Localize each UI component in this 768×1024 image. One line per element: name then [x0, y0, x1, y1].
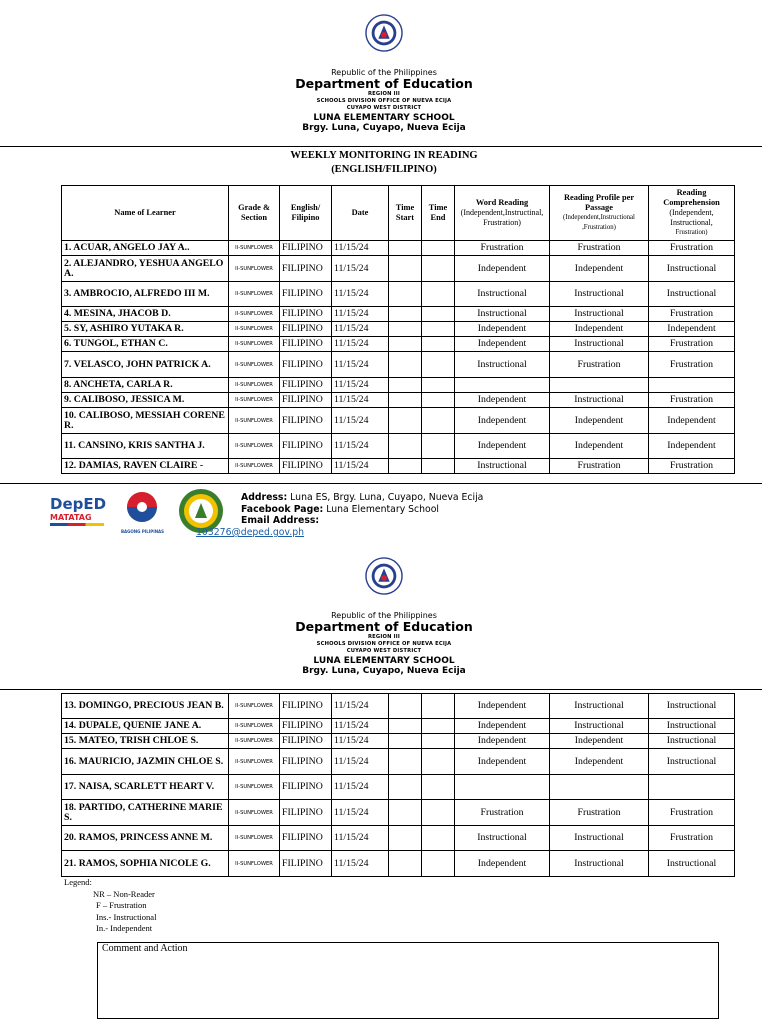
- cell-time-end: [422, 719, 455, 734]
- doc-title-line1: WEEKLY MONITORING IN READING: [290, 150, 478, 161]
- table-row: [62, 719, 735, 734]
- col-word-reading: [455, 186, 550, 241]
- cell-reading-comprehension: Frustration: [649, 337, 735, 352]
- table-row: [62, 749, 735, 775]
- cell-date: 11/15/24: [332, 775, 389, 800]
- cell-word-reading: Instructional: [455, 459, 550, 474]
- bagong-pilipinas-text: BAGONG PILIPINAS: [120, 529, 165, 534]
- cell-word-reading: Independent: [455, 719, 550, 734]
- cell-grade-section: II-SUNFLOWER: [229, 256, 280, 282]
- header-department: Department of Education: [295, 76, 473, 91]
- footer-address-value: Luna ES, Brgy. Luna, Cuyapo, Nueva Ecija: [290, 492, 484, 503]
- cell-language: FILIPINO: [280, 408, 332, 434]
- deped-seal-icon: [365, 14, 403, 52]
- cell-learner-name: 21. RAMOS, SOPHIA NICOLE G.: [62, 851, 229, 877]
- col-profile: [550, 186, 649, 241]
- table-row: [62, 459, 735, 474]
- deped-seal-icon-page2: [365, 557, 403, 595]
- table-row: [62, 378, 735, 393]
- header-region: REGION III: [367, 91, 401, 97]
- cell-reading-comprehension: Instructional: [649, 256, 735, 282]
- table-row: [62, 282, 735, 307]
- footer-email-label: Email Address:: [241, 515, 320, 526]
- cell-time-end: [422, 256, 455, 282]
- cell-grade-section: II-SUNFLOWER: [229, 459, 280, 474]
- cell-reading-comprehension: Independent: [649, 322, 735, 337]
- cell-time-start: [389, 434, 422, 459]
- cell-time-start: [389, 282, 422, 307]
- cell-reading-profile: Frustration: [550, 800, 649, 826]
- header2-department: Department of Education: [295, 619, 473, 634]
- doc-title-line2: (ENGLISH/FILIPINO): [331, 164, 437, 175]
- deped-matatag-logo: [50, 495, 106, 531]
- cell-reading-comprehension: Independent: [649, 434, 735, 459]
- cell-reading-profile: Instructional: [550, 719, 649, 734]
- cell-word-reading: Independent: [455, 734, 550, 749]
- header-republic: Republic of the Philippines: [331, 68, 437, 77]
- col-time-end: Time End: [422, 186, 455, 241]
- cell-grade-section: II-SUNFLOWER: [229, 282, 280, 307]
- cell-date: 11/15/24: [332, 241, 389, 256]
- cell-time-start: [389, 694, 422, 719]
- table-row: [62, 826, 735, 851]
- header2-district: CUYAPO WEST DISTRICT: [346, 648, 422, 654]
- comment-box[interactable]: [97, 942, 719, 1019]
- cell-reading-comprehension: [649, 775, 735, 800]
- col-comprehension-label: Reading Comprehension: [663, 188, 720, 207]
- cell-reading-comprehension: Frustration: [649, 459, 735, 474]
- cell-time-start: [389, 719, 422, 734]
- cell-reading-profile: [550, 378, 649, 393]
- table-row: [62, 694, 735, 719]
- cell-time-start: [389, 393, 422, 408]
- cell-reading-profile: [550, 775, 649, 800]
- cell-reading-profile: Frustration: [550, 352, 649, 378]
- col-time-start: Time Start: [389, 186, 422, 241]
- cell-reading-profile: Independent: [550, 749, 649, 775]
- cell-word-reading: Instructional: [455, 352, 550, 378]
- cell-learner-name: 11. CANSINO, KRIS SANTHA J.: [62, 434, 229, 459]
- header-division: SCHOOLS DIVISION OFFICE OF NUEVA ECIJA: [316, 98, 452, 104]
- cell-learner-name: 15. MATEO, TRISH CHLOE S.: [62, 734, 229, 749]
- cell-grade-section: II-SUNFLOWER: [229, 800, 280, 826]
- cell-reading-comprehension: Frustration: [649, 307, 735, 322]
- cell-learner-name: 8. ANCHETA, CARLA R.: [62, 378, 229, 393]
- matatag-stripe: [50, 523, 104, 526]
- cell-time-end: [422, 434, 455, 459]
- footer-address-label: Address:: [241, 492, 288, 503]
- table-row: [62, 851, 735, 877]
- cell-language: FILIPINO: [280, 851, 332, 877]
- cell-time-end: [422, 241, 455, 256]
- table-row: [62, 352, 735, 378]
- cell-reading-profile: Instructional: [550, 282, 649, 307]
- table-row: [62, 775, 735, 800]
- cell-grade-section: II-SUNFLOWER: [229, 719, 280, 734]
- cell-time-end: [422, 307, 455, 322]
- cell-learner-name: 16. MAURICIO, JAZMIN CHLOE S.: [62, 749, 229, 775]
- cell-date: 11/15/24: [332, 282, 389, 307]
- cell-learner-name: 13. DOMINGO, PRECIOUS JEAN B.: [62, 694, 229, 719]
- bagong-pilipinas-logo: [115, 490, 170, 532]
- cell-reading-profile: Instructional: [550, 851, 649, 877]
- table-header-row: [62, 186, 735, 241]
- cell-reading-comprehension: Instructional: [649, 694, 735, 719]
- cell-language: FILIPINO: [280, 749, 332, 775]
- cell-date: 11/15/24: [332, 337, 389, 352]
- header-school: LUNA ELEMENTARY SCHOOL: [313, 113, 455, 123]
- cell-date: 11/15/24: [332, 719, 389, 734]
- cell-time-start: [389, 408, 422, 434]
- cell-language: FILIPINO: [280, 800, 332, 826]
- cell-word-reading: Independent: [455, 337, 550, 352]
- cell-word-reading: Independent: [455, 694, 550, 719]
- cell-language: FILIPINO: [280, 256, 332, 282]
- cell-time-end: [422, 851, 455, 877]
- cell-word-reading: Independent: [455, 256, 550, 282]
- cell-grade-section: II-SUNFLOWER: [229, 322, 280, 337]
- header2-region: REGION III: [367, 634, 401, 640]
- cell-time-end: [422, 826, 455, 851]
- legend-item-ins: Ins.- Instructional: [96, 911, 157, 922]
- legend-title: Legend:: [64, 877, 92, 887]
- cell-time-start: [389, 775, 422, 800]
- cell-grade-section: II-SUNFLOWER: [229, 393, 280, 408]
- cell-word-reading: Instructional: [455, 826, 550, 851]
- table-row: [62, 322, 735, 337]
- cell-language: FILIPINO: [280, 378, 332, 393]
- col-comprehension: [649, 186, 735, 241]
- cell-reading-profile: Independent: [550, 322, 649, 337]
- cell-time-start: [389, 826, 422, 851]
- cell-time-end: [422, 408, 455, 434]
- cell-learner-name: 7. VELASCO, JOHN PATRICK A.: [62, 352, 229, 378]
- cell-time-start: [389, 352, 422, 378]
- cell-language: FILIPINO: [280, 734, 332, 749]
- header-address: Brgy. Luna, Cuyapo, Nueva Ecija: [302, 123, 466, 133]
- cell-grade-section: II-SUNFLOWER: [229, 694, 280, 719]
- cell-date: 11/15/24: [332, 378, 389, 393]
- table-row: [62, 241, 735, 256]
- cell-grade-section: II-SUNFLOWER: [229, 378, 280, 393]
- page1-footer-divider: [0, 483, 762, 484]
- cell-grade-section: II-SUNFLOWER: [229, 775, 280, 800]
- cell-learner-name: 12. DAMIAS, RAVEN CLAIRE -: [62, 459, 229, 474]
- cell-learner-name: 18. PARTIDO, CATHERINE MARIE S.: [62, 800, 229, 826]
- footer-fb-line: [241, 504, 483, 516]
- cell-reading-profile: Independent: [550, 256, 649, 282]
- cell-word-reading: Instructional: [455, 282, 550, 307]
- cell-date: 11/15/24: [332, 694, 389, 719]
- cell-time-end: [422, 694, 455, 719]
- legend-item-nr: NR – Non-Reader: [93, 888, 155, 899]
- cell-learner-name: 3. AMBROCIO, ALFREDO III M.: [62, 282, 229, 307]
- col-grade: Grade & Section: [229, 186, 280, 241]
- cell-language: FILIPINO: [280, 459, 332, 474]
- cell-reading-profile: Instructional: [550, 307, 649, 322]
- cell-time-end: [422, 322, 455, 337]
- cell-word-reading: Independent: [455, 851, 550, 877]
- cell-learner-name: 10. CALIBOSO, MESSIAH CORENE R.: [62, 408, 229, 434]
- cell-date: 11/15/24: [332, 322, 389, 337]
- cell-word-reading: Frustration: [455, 241, 550, 256]
- legend-item-f: F – Frustration: [96, 900, 147, 910]
- cell-grade-section: II-SUNFLOWER: [229, 851, 280, 877]
- cell-time-end: [422, 749, 455, 775]
- cell-time-start: [389, 851, 422, 877]
- footer-fb-value: Luna Elementary School: [326, 503, 440, 515]
- cell-learner-name: 5. SY, ASHIRO YUTAKA R.: [62, 322, 229, 337]
- cell-date: 11/15/24: [332, 826, 389, 851]
- cell-date: 11/15/24: [332, 734, 389, 749]
- col-date: Date: [332, 186, 389, 241]
- cell-learner-name: 14. DUPALE, QUENIE JANE A.: [62, 719, 229, 734]
- bagong-pilipinas-icon: [115, 490, 170, 524]
- col-word-reading-label: Word Reading: [475, 198, 529, 207]
- cell-reading-profile: Frustration: [550, 241, 649, 256]
- cell-grade-section: II-SUNFLOWER: [229, 826, 280, 851]
- cell-learner-name: 20. RAMOS, PRINCESS ANNE M.: [62, 826, 229, 851]
- cell-time-start: [389, 459, 422, 474]
- cell-time-end: [422, 352, 455, 378]
- cell-reading-comprehension: Frustration: [649, 241, 735, 256]
- cell-reading-profile: Frustration: [550, 459, 649, 474]
- cell-reading-profile: Independent: [550, 734, 649, 749]
- cell-grade-section: II-SUNFLOWER: [229, 734, 280, 749]
- matatag-text: MATATAG: [50, 513, 92, 522]
- table-row: [62, 393, 735, 408]
- footer-contact: [241, 492, 483, 527]
- cell-word-reading: Independent: [455, 322, 550, 337]
- col-comprehension-sub: (Independent, Instructional,: [669, 208, 714, 227]
- cell-language: FILIPINO: [280, 307, 332, 322]
- cell-grade-section: II-SUNFLOWER: [229, 408, 280, 434]
- footer-address-line: [241, 492, 483, 504]
- cell-reading-profile: Instructional: [550, 337, 649, 352]
- table-row: [62, 307, 735, 322]
- cell-learner-name: 4. MESINA, JHACOB D.: [62, 307, 229, 322]
- cell-word-reading: Independent: [455, 434, 550, 459]
- cell-learner-name: 2. ALEJANDRO, YESHUA ANGELO A.: [62, 256, 229, 282]
- col-profile-sub: (Independent,Instructional ,Frustration): [563, 214, 635, 231]
- cell-time-end: [422, 282, 455, 307]
- cell-word-reading: [455, 378, 550, 393]
- cell-language: FILIPINO: [280, 826, 332, 851]
- col-comprehension-sub2: Frustration): [675, 229, 708, 236]
- cell-language: FILIPINO: [280, 282, 332, 307]
- monitoring-table-page1: [61, 185, 735, 474]
- header2-divider: [0, 689, 762, 690]
- cell-time-end: [422, 800, 455, 826]
- header-divider: [0, 146, 762, 147]
- cell-time-end: [422, 734, 455, 749]
- cell-reading-comprehension: Frustration: [649, 393, 735, 408]
- cell-reading-comprehension: Instructional: [649, 734, 735, 749]
- footer-email-link[interactable]: 103276@deped.gov.ph: [196, 527, 305, 538]
- cell-reading-comprehension: Instructional: [649, 749, 735, 775]
- cell-time-end: [422, 459, 455, 474]
- cell-time-end: [422, 337, 455, 352]
- table-row: [62, 800, 735, 826]
- monitoring-table-page2: [61, 693, 735, 877]
- cell-grade-section: II-SUNFLOWER: [229, 241, 280, 256]
- cell-reading-comprehension: Independent: [649, 408, 735, 434]
- cell-date: 11/15/24: [332, 800, 389, 826]
- cell-language: FILIPINO: [280, 719, 332, 734]
- deped-logo-text: DepED: [50, 495, 107, 513]
- cell-word-reading: Independent: [455, 749, 550, 775]
- table-row: [62, 337, 735, 352]
- cell-word-reading: Independent: [455, 408, 550, 434]
- cell-learner-name: 6. TUNGOL, ETHAN C.: [62, 337, 229, 352]
- col-word-reading-sub: (Independent,Instructinal, Frustration): [460, 208, 544, 227]
- cell-time-start: [389, 800, 422, 826]
- cell-learner-name: 1. ACUAR, ANGELO JAY A..: [62, 241, 229, 256]
- cell-date: 11/15/24: [332, 434, 389, 459]
- col-name: Name of Learner: [62, 186, 229, 241]
- cell-time-start: [389, 256, 422, 282]
- footer-email-line: [241, 515, 483, 527]
- cell-reading-comprehension: Frustration: [649, 800, 735, 826]
- cell-grade-section: II-SUNFLOWER: [229, 749, 280, 775]
- cell-language: FILIPINO: [280, 694, 332, 719]
- cell-reading-profile: Independent: [550, 434, 649, 459]
- legend-item-in: In.- Independent: [96, 923, 153, 933]
- cell-reading-comprehension: Instructional: [649, 719, 735, 734]
- cell-grade-section: II-SUNFLOWER: [229, 337, 280, 352]
- cell-date: 11/15/24: [332, 256, 389, 282]
- header2-address: Brgy. Luna, Cuyapo, Nueva Ecija: [302, 666, 466, 676]
- header2-school: LUNA ELEMENTARY SCHOOL: [313, 656, 455, 666]
- header-district: CUYAPO WEST DISTRICT: [346, 105, 422, 111]
- table-row: [62, 408, 735, 434]
- cell-time-start: [389, 241, 422, 256]
- footer-fb-label: Facebook Page:: [241, 503, 324, 515]
- cell-date: 11/15/24: [332, 307, 389, 322]
- cell-date: 11/15/24: [332, 393, 389, 408]
- cell-date: 11/15/24: [332, 408, 389, 434]
- cell-word-reading: [455, 775, 550, 800]
- cell-grade-section: II-SUNFLOWER: [229, 307, 280, 322]
- cell-time-end: [422, 378, 455, 393]
- cell-word-reading: Frustration: [455, 800, 550, 826]
- cell-language: FILIPINO: [280, 322, 332, 337]
- cell-language: FILIPINO: [280, 393, 332, 408]
- cell-reading-profile: Instructional: [550, 826, 649, 851]
- cell-reading-comprehension: Frustration: [649, 826, 735, 851]
- cell-time-start: [389, 322, 422, 337]
- cell-reading-profile: Independent: [550, 408, 649, 434]
- cell-time-start: [389, 378, 422, 393]
- cell-date: 11/15/24: [332, 749, 389, 775]
- cell-reading-profile: Instructional: [550, 393, 649, 408]
- cell-time-start: [389, 749, 422, 775]
- cell-time-start: [389, 734, 422, 749]
- cell-learner-name: 9. CALIBOSO, JESSICA M.: [62, 393, 229, 408]
- table-row: [62, 734, 735, 749]
- cell-reading-comprehension: [649, 378, 735, 393]
- table-row: [62, 434, 735, 459]
- cell-grade-section: II-SUNFLOWER: [229, 352, 280, 378]
- cell-learner-name: 17. NAISA, SCARLETT HEART V.: [62, 775, 229, 800]
- cell-time-end: [422, 393, 455, 408]
- cell-time-start: [389, 337, 422, 352]
- cell-time-start: [389, 307, 422, 322]
- cell-language: FILIPINO: [280, 434, 332, 459]
- cell-grade-section: II-SUNFLOWER: [229, 434, 280, 459]
- cell-language: FILIPINO: [280, 241, 332, 256]
- col-language: English/ Filipino: [280, 186, 332, 241]
- cell-date: 11/15/24: [332, 352, 389, 378]
- legend: [64, 877, 156, 935]
- cell-date: 11/15/24: [332, 459, 389, 474]
- cell-time-end: [422, 775, 455, 800]
- cell-reading-comprehension: Instructional: [649, 851, 735, 877]
- cell-reading-profile: Instructional: [550, 694, 649, 719]
- header2-division: SCHOOLS DIVISION OFFICE OF NUEVA ECIJA: [316, 641, 452, 647]
- cell-language: FILIPINO: [280, 352, 332, 378]
- cell-date: 11/15/24: [332, 851, 389, 877]
- cell-reading-comprehension: Instructional: [649, 282, 735, 307]
- cell-language: FILIPINO: [280, 775, 332, 800]
- col-profile-label: Reading Profile per Passage: [563, 193, 635, 212]
- cell-reading-comprehension: Frustration: [649, 352, 735, 378]
- comment-label: Comment and Action: [102, 943, 188, 954]
- cell-word-reading: Independent: [455, 393, 550, 408]
- cell-word-reading: Instructional: [455, 307, 550, 322]
- cell-language: FILIPINO: [280, 337, 332, 352]
- header2-republic: Republic of the Philippines: [331, 611, 437, 620]
- table-row: [62, 256, 735, 282]
